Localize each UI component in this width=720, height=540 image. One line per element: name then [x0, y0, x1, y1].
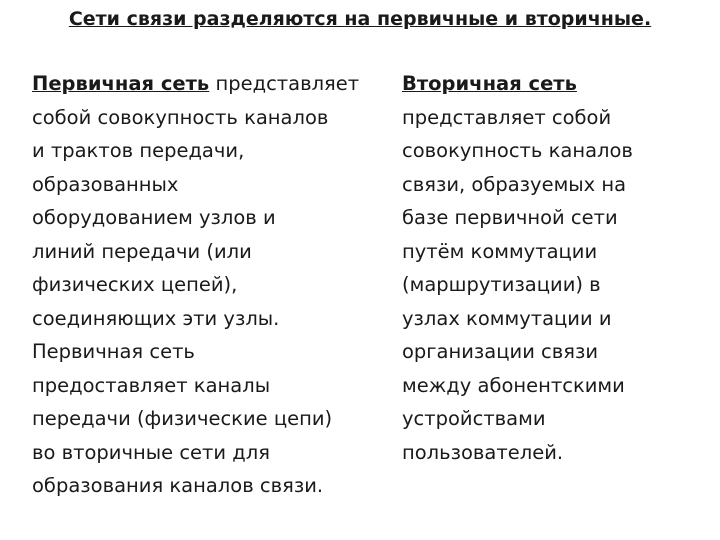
primary-line-1: [32, 67, 398, 101]
secondary-line-3: связи, образуемых на: [402, 172, 627, 196]
secondary-line-10: устройствами: [402, 407, 546, 430]
primary-network-term: Первичная сеть: [32, 72, 210, 95]
primary-line-4: образованных: [32, 172, 179, 196]
secondary-network-column: [402, 67, 702, 469]
primary-line-9: Первичная сеть: [32, 340, 195, 363]
secondary-line-4: базе первичной сети: [402, 206, 618, 229]
slide-title: Сети связи разделяются на первичные и вторичные.: [68, 8, 652, 30]
secondary-line-2: совокупность каналов: [402, 139, 633, 162]
primary-network-column: [32, 67, 398, 503]
primary-line-3: и трактов передачи,: [32, 139, 245, 162]
primary-line-7: физических цепей),: [32, 273, 238, 296]
secondary-network-term: Вторичная сеть: [402, 72, 577, 95]
primary-line-12: во вторичные сети для: [32, 440, 270, 464]
primary-line-6: линий передачи (или: [32, 239, 252, 263]
primary-line-10: предоставляет каналы: [32, 373, 271, 397]
primary-line-13: образования каналов связи.: [32, 474, 324, 497]
secondary-line-11: пользователей.: [402, 440, 564, 464]
primary-line-5: оборудованием узлов и: [32, 206, 276, 229]
secondary-line-9: между абонентскими: [402, 373, 625, 397]
secondary-line-6: (маршрутизации) в: [402, 273, 601, 296]
secondary-line-8: организации связи: [402, 340, 599, 363]
primary-line-2: собой совокупность каналов: [32, 105, 329, 129]
secondary-line-5: путём коммутации: [402, 239, 598, 263]
secondary-line-7: узлах коммутации и: [402, 306, 612, 330]
primary-line-11: передачи (физические цепи): [32, 407, 333, 430]
primary-line-1-text: представляет: [209, 72, 360, 95]
primary-line-8: соединяющих эти узлы.: [32, 306, 280, 330]
secondary-line-1: представляет собой: [402, 105, 612, 129]
